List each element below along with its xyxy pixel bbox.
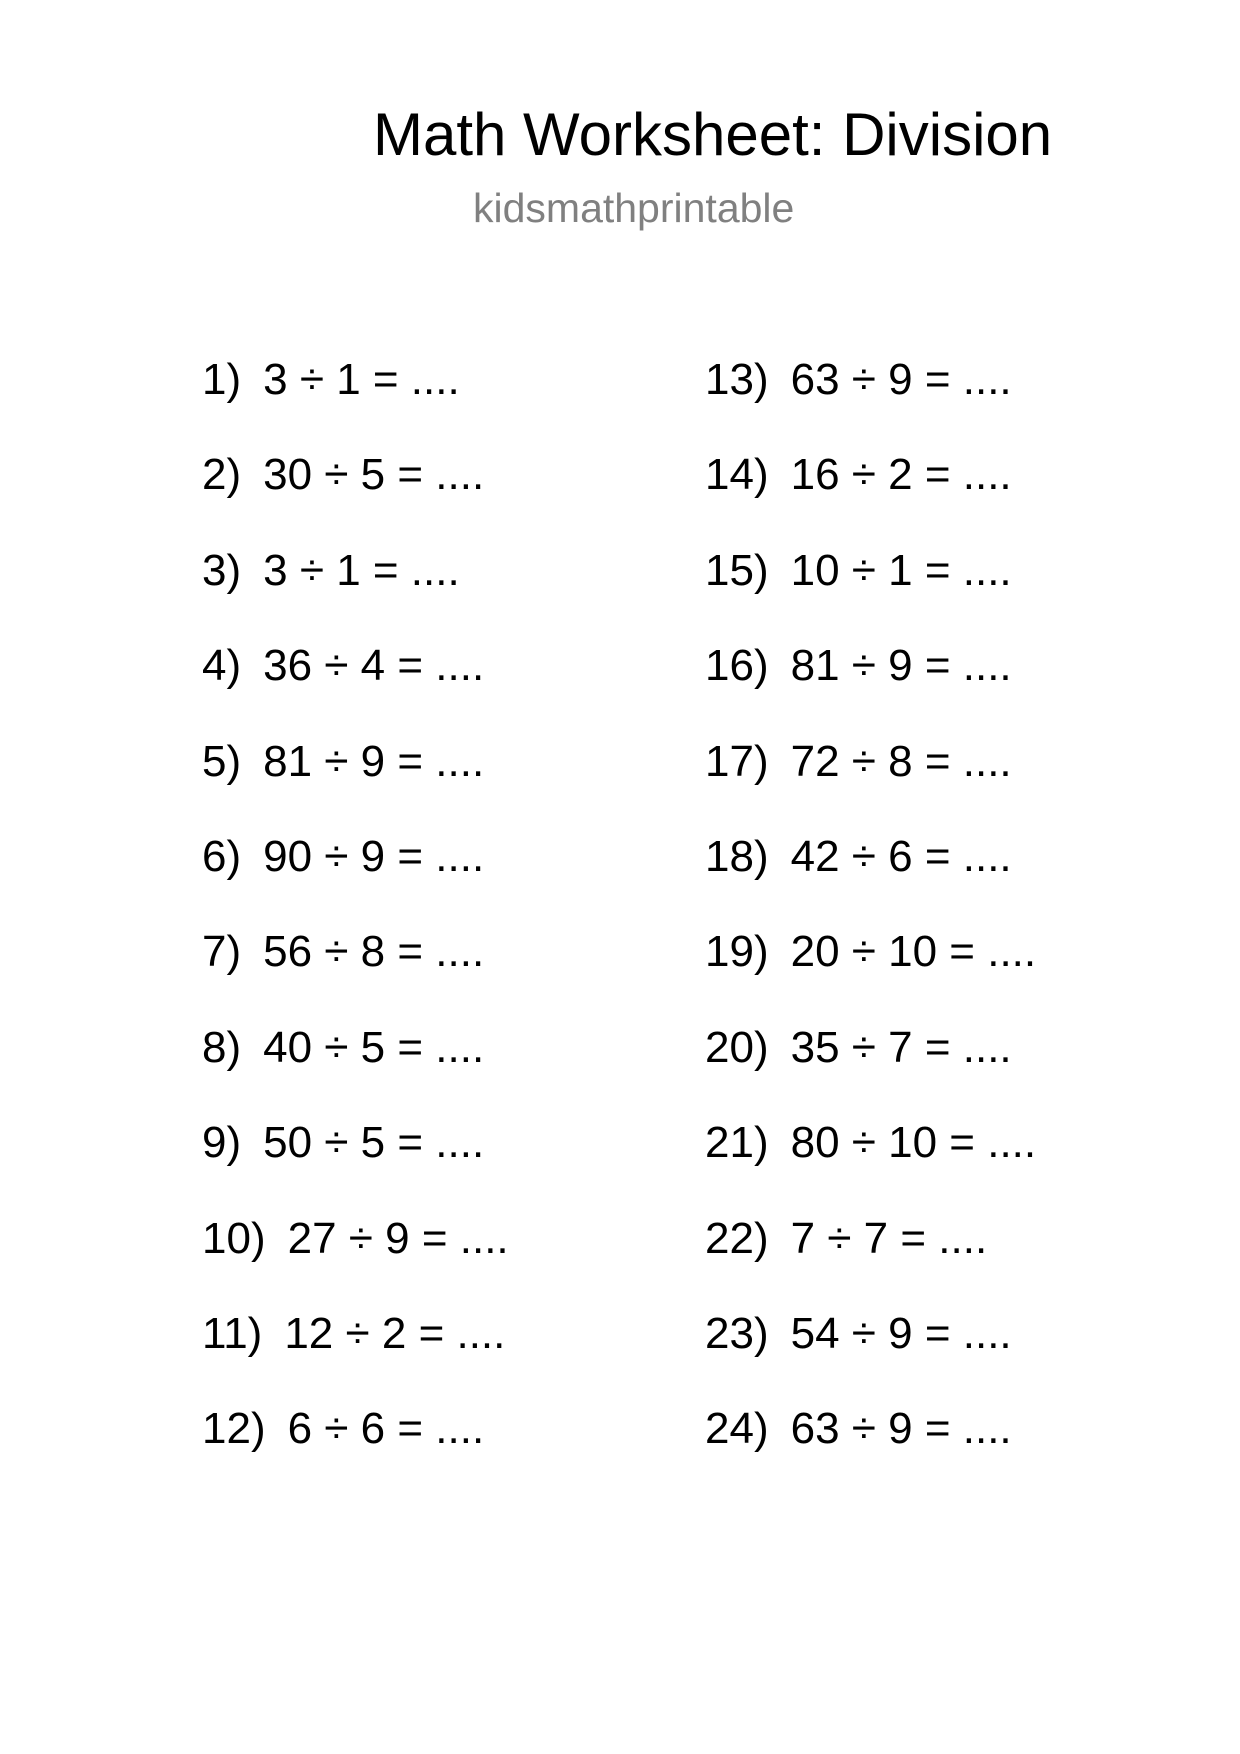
page-subtitle: kidsmathprintable (473, 185, 795, 231)
problem-expression: 81 ÷ 9 = .... (790, 641, 1012, 691)
problem-item (202, 924, 509, 1019)
problem-number: 4) (202, 641, 242, 691)
problem-number: 12) (202, 1404, 266, 1454)
problem-number: 15) (705, 545, 769, 595)
problem-expression: 27 ÷ 9 = .... (287, 1213, 509, 1263)
problem-item (202, 829, 509, 924)
problem-item (202, 352, 509, 447)
problem-number: 1) (202, 355, 242, 404)
problem-expression: 63 ÷ 9 = .... (790, 1404, 1012, 1454)
problem-item (202, 1115, 509, 1210)
problem-column-right (705, 352, 1036, 1497)
problem-expression: 40 ÷ 5 = .... (263, 1022, 485, 1072)
problem-expression: 81 ÷ 9 = .... (263, 736, 485, 786)
problem-item (705, 829, 1036, 924)
problem-expression: 42 ÷ 6 = .... (790, 831, 1012, 881)
problem-expression: 3 ÷ 1 = .... (263, 355, 460, 404)
problem-number: 21) (705, 1118, 769, 1168)
problem-number: 23) (705, 1308, 769, 1358)
problem-number: 3) (202, 545, 242, 595)
problem-expression: 63 ÷ 9 = .... (790, 355, 1012, 404)
problem-expression: 56 ÷ 8 = .... (263, 927, 485, 977)
problem-item (202, 1020, 509, 1115)
problem-number: 14) (705, 450, 769, 500)
problem-expression: 20 ÷ 10 = .... (790, 927, 1037, 977)
page-title: Math Worksheet: Division (373, 101, 1053, 168)
problem-expression: 10 ÷ 1 = .... (790, 545, 1012, 595)
problem-item (202, 1211, 509, 1306)
problem-number: 19) (705, 927, 769, 977)
problem-expression: 35 ÷ 7 = .... (790, 1022, 1012, 1072)
problem-expression: 54 ÷ 9 = .... (790, 1308, 1012, 1358)
problem-expression: 90 ÷ 9 = .... (263, 831, 485, 881)
problem-number: 13) (705, 355, 769, 404)
problem-number: 10) (202, 1213, 266, 1263)
problem-number: 24) (705, 1404, 769, 1454)
problem-item (705, 1401, 1036, 1496)
problem-expression: 3 ÷ 1 = .... (263, 545, 460, 595)
problem-column-left (202, 352, 509, 1497)
problem-expression: 50 ÷ 5 = .... (263, 1118, 485, 1168)
problem-number: 11) (202, 1308, 263, 1358)
problem-item (705, 352, 1036, 447)
problem-number: 16) (705, 641, 769, 691)
problem-item (202, 638, 509, 733)
problem-expression: 72 ÷ 8 = .... (790, 736, 1012, 786)
problem-number: 8) (202, 1022, 242, 1072)
problem-item (705, 638, 1036, 733)
problem-expression: 7 ÷ 7 = .... (790, 1213, 988, 1263)
problem-number: 9) (202, 1118, 242, 1168)
problem-number: 2) (202, 450, 242, 500)
problem-item (705, 734, 1036, 829)
problem-number: 22) (705, 1213, 769, 1263)
problem-expression: 30 ÷ 5 = .... (263, 450, 485, 500)
problem-number: 20) (705, 1022, 769, 1072)
problem-item (705, 543, 1036, 638)
problem-item (705, 1211, 1036, 1306)
problem-number: 18) (705, 831, 769, 881)
problem-number: 17) (705, 736, 769, 786)
problem-number: 5) (202, 736, 242, 786)
problem-item (202, 1401, 509, 1496)
problem-number: 6) (202, 831, 242, 881)
problem-item (202, 543, 509, 638)
problem-item (705, 447, 1036, 542)
problem-item (705, 924, 1036, 1019)
problem-item (705, 1115, 1036, 1210)
problem-expression: 12 ÷ 2 = .... (284, 1308, 506, 1358)
problem-expression: 80 ÷ 10 = .... (790, 1118, 1037, 1168)
problem-item (705, 1020, 1036, 1115)
problem-expression: 36 ÷ 4 = .... (263, 641, 485, 691)
problem-item (705, 1306, 1036, 1401)
problem-item (202, 734, 509, 829)
problem-expression: 6 ÷ 6 = .... (287, 1404, 485, 1454)
problem-number: 7) (202, 927, 242, 977)
problem-expression: 16 ÷ 2 = .... (790, 450, 1012, 500)
problem-item (202, 447, 509, 542)
problem-item (202, 1306, 509, 1401)
